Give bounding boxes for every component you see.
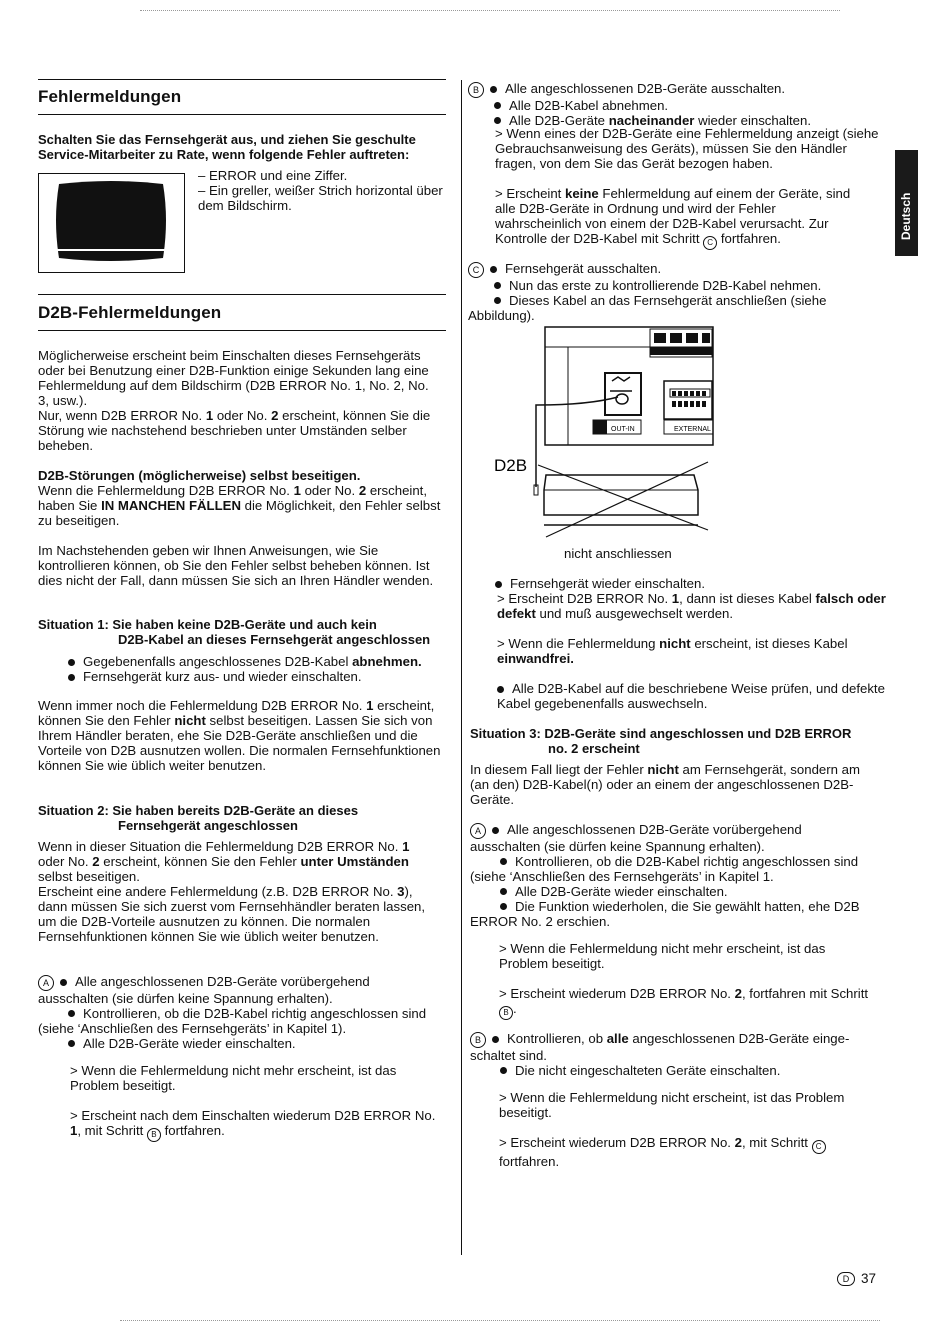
figure-caption: nicht anschliessen <box>564 546 672 561</box>
bullet-icon <box>500 858 507 865</box>
intro-paragraph-1: Möglicherweise erscheint beim Einschalten dieses Fernsehgeräts oder bei Benutzung einer D2B-Funktion einige Sekunden lang eine Fehlermeldung auf dem Bildschirm (D2B ERROR No. 1, No. 2, No. 3, usw.). <box>38 348 429 408</box>
text: nacheinander <box>608 112 695 128</box>
bullet-icon <box>490 86 497 93</box>
text: die Möglichkeit, den Fehler selbst zu beseitigen. <box>38 498 441 528</box>
situation-1-bullet-2 <box>68 669 448 684</box>
bullet-icon <box>494 117 501 124</box>
bullet-icon <box>494 102 501 109</box>
text: erscheint, können Sie die Störung wie nachstehend beschrieben unter Umständen selber beheben. <box>38 408 431 453</box>
text: erscheint, haben Sie <box>38 483 428 513</box>
text: > Wenn die Fehlermeldung <box>497 636 660 651</box>
language-tab-label: Deutsch <box>899 192 913 240</box>
bullet-icon <box>500 903 507 910</box>
step-c-bullet-5 <box>497 681 892 711</box>
step-c-marker-icon: C <box>468 262 484 278</box>
text: 1 <box>205 408 214 423</box>
text: einwandfrei. <box>497 651 574 666</box>
bullet-icon <box>494 282 501 289</box>
text: selbst beseitigen. Lassen Sie sich von Ihrem Händler beraten, ehe Sie D2B-Geräte anschließen und die Vorteile von D2B ausnutzen wollen. Die normalen Fernsehfunktionen können Sie wie üblich weiter benutzen. <box>38 713 441 773</box>
step-b-marker-icon: B <box>499 1006 513 1020</box>
step-a-block <box>38 974 443 1051</box>
self-fix-heading: D2B-Störungen (möglicherweise) selbst beseitigen. <box>38 468 361 483</box>
text: , dann ist dieses Kabel <box>679 591 816 606</box>
s3-step-a-bullet-3: Alle D2B-Geräte wieder einschalten. <box>515 883 728 899</box>
intro-paragraph-2 <box>38 408 438 453</box>
figure-out-in-label: OUT-IN <box>611 426 635 433</box>
step-b-bullet-1: Alle angeschlossenen D2B-Geräte ausschalten. <box>505 81 786 96</box>
d2b-connection-figure <box>488 325 718 545</box>
tv-screen-icon <box>39 174 184 272</box>
step-c-result-2 <box>497 636 887 666</box>
section-rule-under <box>38 114 446 115</box>
text: Kontrollieren, ob <box>507 1031 607 1046</box>
bullet-icon <box>492 827 499 834</box>
section-rule-d2b <box>38 294 446 295</box>
step-a-marker-icon: A <box>38 975 54 991</box>
bullet-icon <box>492 1036 499 1043</box>
self-fix-paragraph <box>38 483 446 528</box>
text: Fehlermeldung auf einem der Geräte, sind alle D2B-Geräte in Ordnung und wird der Fehler wahrscheinlich von einem der D2B-Kabel verursacht. Zur Kontrolle der D2B-Kabel mit Schritt <box>495 186 851 246</box>
text: nicht <box>659 636 691 651</box>
text: Wenn die Fehlermeldung D2B ERROR No. <box>38 483 294 498</box>
text: unter Umständen <box>300 854 409 869</box>
s3-step-b-marker-icon: B <box>470 1032 486 1048</box>
situation-3-paragraph <box>470 762 880 807</box>
situation-1-heading-line-1: Situation 1: Sie haben keine D2B-Geräte und auch kein <box>38 617 377 632</box>
situation-3-heading-line-2: no. 2 erscheint <box>548 741 640 756</box>
text: erscheint, können Sie den Fehler <box>38 698 435 728</box>
text: alle <box>606 1031 629 1046</box>
text: fortfahren. <box>160 1123 225 1138</box>
bullet-icon <box>500 888 507 895</box>
warning-text: Schalten Sie das Fernsehgerät aus, und ziehen Sie geschulte Service-Mitarbeiter zu Rate, wenn folgende Fehler auftreten: <box>38 132 416 162</box>
situation-2-heading-line-1: Situation 2: Sie haben bereits D2B-Geräte an dieses <box>38 803 359 818</box>
step-b-result-2 <box>495 186 865 250</box>
step-c-marker-icon: C <box>703 236 717 250</box>
situation-1-heading-line-2: D2B-Kabel an dieses Fernsehgerät angeschlossen <box>118 632 431 647</box>
page-number <box>837 1271 876 1286</box>
situation-2-heading-line-2: Fernsehgerät angeschlossen <box>118 818 298 833</box>
tv-error-item-1: – ERROR und eine Ziffer. <box>198 168 348 183</box>
step-b-marker-icon: B <box>468 82 484 98</box>
step-c-bullet-4 <box>495 576 885 591</box>
instructions-paragraph: Im Nachstehenden geben wir Ihnen Anweisungen, wie Sie kontrollieren können, ob Sie den Fehler selbst beheben können. Ist dies nicht der Fall, dann müssen Sie sich an Ihren Händler wenden. <box>38 543 434 588</box>
text: > Erscheint wiederum D2B ERROR No. <box>499 1135 735 1150</box>
text: angeschlossenen D2B-Geräte einge- schaltet sind. <box>470 1031 850 1063</box>
tv-error-illustration <box>38 173 185 273</box>
bullet-icon <box>500 1067 507 1074</box>
text: oder No. <box>213 408 272 423</box>
bullet-icon <box>68 659 75 666</box>
situation-1-paragraph <box>38 698 446 773</box>
step-c-bullet-1: Fernsehgerät ausschalten. <box>505 261 662 276</box>
text: fortfahren. <box>717 231 781 246</box>
text: , mit Schritt <box>77 1123 147 1138</box>
text: IN MANCHEN FÄLLEN <box>101 498 241 513</box>
s3-step-a-block <box>470 822 870 929</box>
s3-step-a-marker-icon: A <box>470 823 486 839</box>
step-c-bullet-2: Nun das erste zu kontrollierende D2B-Kabel nehmen. <box>509 277 822 293</box>
s3-step-b-result-2 <box>499 1135 869 1169</box>
text: erscheint, können Sie den Fehler <box>99 854 301 869</box>
text: 1 <box>70 1123 78 1138</box>
step-c-block <box>468 261 868 323</box>
step-a-result-2 <box>70 1108 445 1142</box>
text: , fortfahren mit Schritt <box>741 986 869 1001</box>
text: Erscheint eine andere Fehlermeldung (z.B. D2B ERROR No. <box>38 884 398 899</box>
text: und muß ausgewechselt werden. <box>535 606 734 621</box>
text: 2 <box>271 408 279 423</box>
bullet-icon <box>68 1010 75 1017</box>
s3-step-b-result-1: > Wenn die Fehlermeldung nicht erscheint, ist das Problem beseitigt. <box>499 1090 845 1120</box>
text: Fernsehgerät wieder einschalten. <box>510 576 705 591</box>
text: , mit Schritt <box>741 1135 812 1150</box>
text: Alle D2B-Kabel auf die beschriebene Weise prüfen, und defekte Kabel gegebenenfalls auswechseln. <box>497 681 885 711</box>
step-a-result-1: > Wenn die Fehlermeldung nicht mehr erscheint, ist das Problem beseitigt. <box>70 1063 397 1093</box>
text: falsch oder defekt <box>497 591 886 621</box>
text: > Erscheint D2B ERROR No. <box>497 591 672 606</box>
situation-3-heading-line-1: Situation 3: D2B-Geräte sind angeschlossen und D2B ERROR <box>470 726 852 741</box>
s3-step-a-bullet-2: Kontrollieren, ob die D2B-Kabel richtig angeschlossen sind (siehe ‘Anschließen des Fernsehgeräts’ in Kapitel 1. <box>470 853 859 884</box>
text: nicht <box>647 762 679 777</box>
text: 2 <box>734 1135 742 1150</box>
step-a-bullet-3: Alle D2B-Geräte wieder einschalten. <box>83 1035 296 1051</box>
figure-external-label: EXTERNAL <box>674 426 711 433</box>
text: 1 <box>402 839 410 854</box>
text: abnehmen. <box>352 654 422 669</box>
section-rule-top <box>38 79 446 80</box>
text: oder No. <box>300 483 359 498</box>
s3-step-a-bullet-1: Alle angeschlossenen D2B-Geräte vorübergehend ausschalten (sie dürfen keine Spannung erhalten). <box>470 822 802 854</box>
s3-step-b-bullet-2: Die nicht eingeschalteten Geräte einschalten. <box>515 1062 781 1078</box>
text: 3 <box>397 884 405 899</box>
situation-1-bullet-1 <box>68 654 448 669</box>
bullet-icon <box>495 581 502 588</box>
s3-step-a-result-1: > Wenn die Fehlermeldung nicht mehr erscheint, ist das Problem beseitigt. <box>499 941 826 971</box>
text: selbst beseitigen. <box>38 869 140 884</box>
heading-fehlermeldungen: Fehlermeldungen <box>38 87 182 106</box>
text: 2 <box>734 986 742 1001</box>
text: 1 <box>671 591 680 606</box>
bullet-icon <box>68 674 75 681</box>
step-a-bullet-1: Alle angeschlossenen D2B-Geräte vorübergehend ausschalten (sie dürfen keine Spannung erhalten). <box>38 974 370 1006</box>
text: 1 <box>366 698 374 713</box>
text: Nur, wenn D2B ERROR No. <box>38 408 206 423</box>
text: > Erscheint <box>495 186 566 201</box>
text: Wenn in dieser Situation die Fehlermeldung D2B ERROR No. <box>38 839 403 854</box>
heading-d2b-fehlermeldungen: D2B-Fehlermeldungen <box>38 303 222 322</box>
language-d-marker-icon: D <box>837 1272 855 1286</box>
text: 1 <box>293 483 301 498</box>
text: oder No. <box>38 854 93 869</box>
text: nicht <box>174 713 206 728</box>
text: Gegebenenfalls angeschlossenes D2B-Kabel <box>83 654 353 669</box>
bullet-icon <box>497 686 504 693</box>
text: Alle D2B-Geräte <box>509 112 609 128</box>
step-c-bullet-3: Dieses Kabel an das Fernsehgerät anschließen (siehe Abbildung). <box>468 292 827 323</box>
text: am Fernsehgerät, sondern am (an den) D2B-Kabel(n) oder an einem der angeschlossenen D2B-Geräte. <box>470 762 860 807</box>
text: erscheint, ist dieses Kabel <box>690 636 848 651</box>
text: > Erscheint wiederum D2B ERROR No. <box>499 986 735 1001</box>
bullet-icon <box>490 266 497 273</box>
text: wieder einschalten. <box>694 112 811 128</box>
text: fortfahren. <box>499 1154 560 1169</box>
step-c-result-1 <box>497 591 887 621</box>
language-tab <box>895 150 918 256</box>
text: ), dann müssen Sie sich zuerst vom Fernsehhändler beraten lassen, um die D2B-Vorteile ausnutzen zu können. Die normalen Fernsehfunktionen können Sie wie üblich weiter benutzen. <box>38 884 426 944</box>
text: . <box>513 1001 517 1016</box>
step-b-marker-icon: B <box>147 1128 161 1142</box>
text: keine <box>565 186 599 201</box>
tv-error-item-2: – Ein greller, weißer Strich horizontal über dem Bildschirm. <box>198 183 443 213</box>
text: Wenn immer noch die Fehlermeldung D2B ERROR No. <box>38 698 367 713</box>
s3-step-a-bullet-4: Die Funktion wiederholen, die Sie gewählt hatten, ehe D2B ERROR No. 2 erschien. <box>470 898 860 929</box>
bullet-icon <box>68 1040 75 1047</box>
step-b-block <box>468 81 878 128</box>
tv-back-panel-icon <box>488 325 718 545</box>
text: Fernsehgerät kurz aus- und wieder einschalten. <box>83 669 362 684</box>
text: In diesem Fall liegt der Fehler <box>470 762 648 777</box>
bullet-icon <box>494 297 501 304</box>
s3-step-a-result-2 <box>499 986 874 1020</box>
situation-2-paragraph-1 <box>38 839 438 884</box>
text: 2 <box>92 854 100 869</box>
bullet-icon <box>60 979 67 986</box>
scan-artifact-top <box>140 10 840 11</box>
situation-2-paragraph-2 <box>38 884 443 944</box>
text: 2 <box>358 483 367 498</box>
text: > Erscheint nach dem Einschalten wiederum D2B ERROR No. <box>70 1108 436 1123</box>
page-number-text: 37 <box>861 1271 877 1286</box>
step-b-result-1: > Wenn eines der D2B-Geräte eine Fehlermeldung anzeigt (siehe Gebrauchsanweisung des Geräts), müssen Sie den Händler fragen, von dem Sie das Gerät bezogen haben. <box>495 126 879 171</box>
scan-artifact-bottom <box>120 1320 880 1321</box>
step-b-bullet-2: Alle D2B-Kabel abnehmen. <box>509 97 669 113</box>
figure-d2b-label: D2B <box>494 456 528 475</box>
section-rule-d2b-under <box>38 330 446 331</box>
step-a-bullet-2: Kontrollieren, ob die D2B-Kabel richtig angeschlossen sind (siehe ‘Anschließen des Fernsehgeräts’ in Kapitel 1). <box>38 1005 427 1036</box>
step-c-marker-icon: C <box>812 1140 826 1154</box>
s3-step-b-block <box>470 1031 870 1078</box>
column-divider <box>461 80 462 1255</box>
